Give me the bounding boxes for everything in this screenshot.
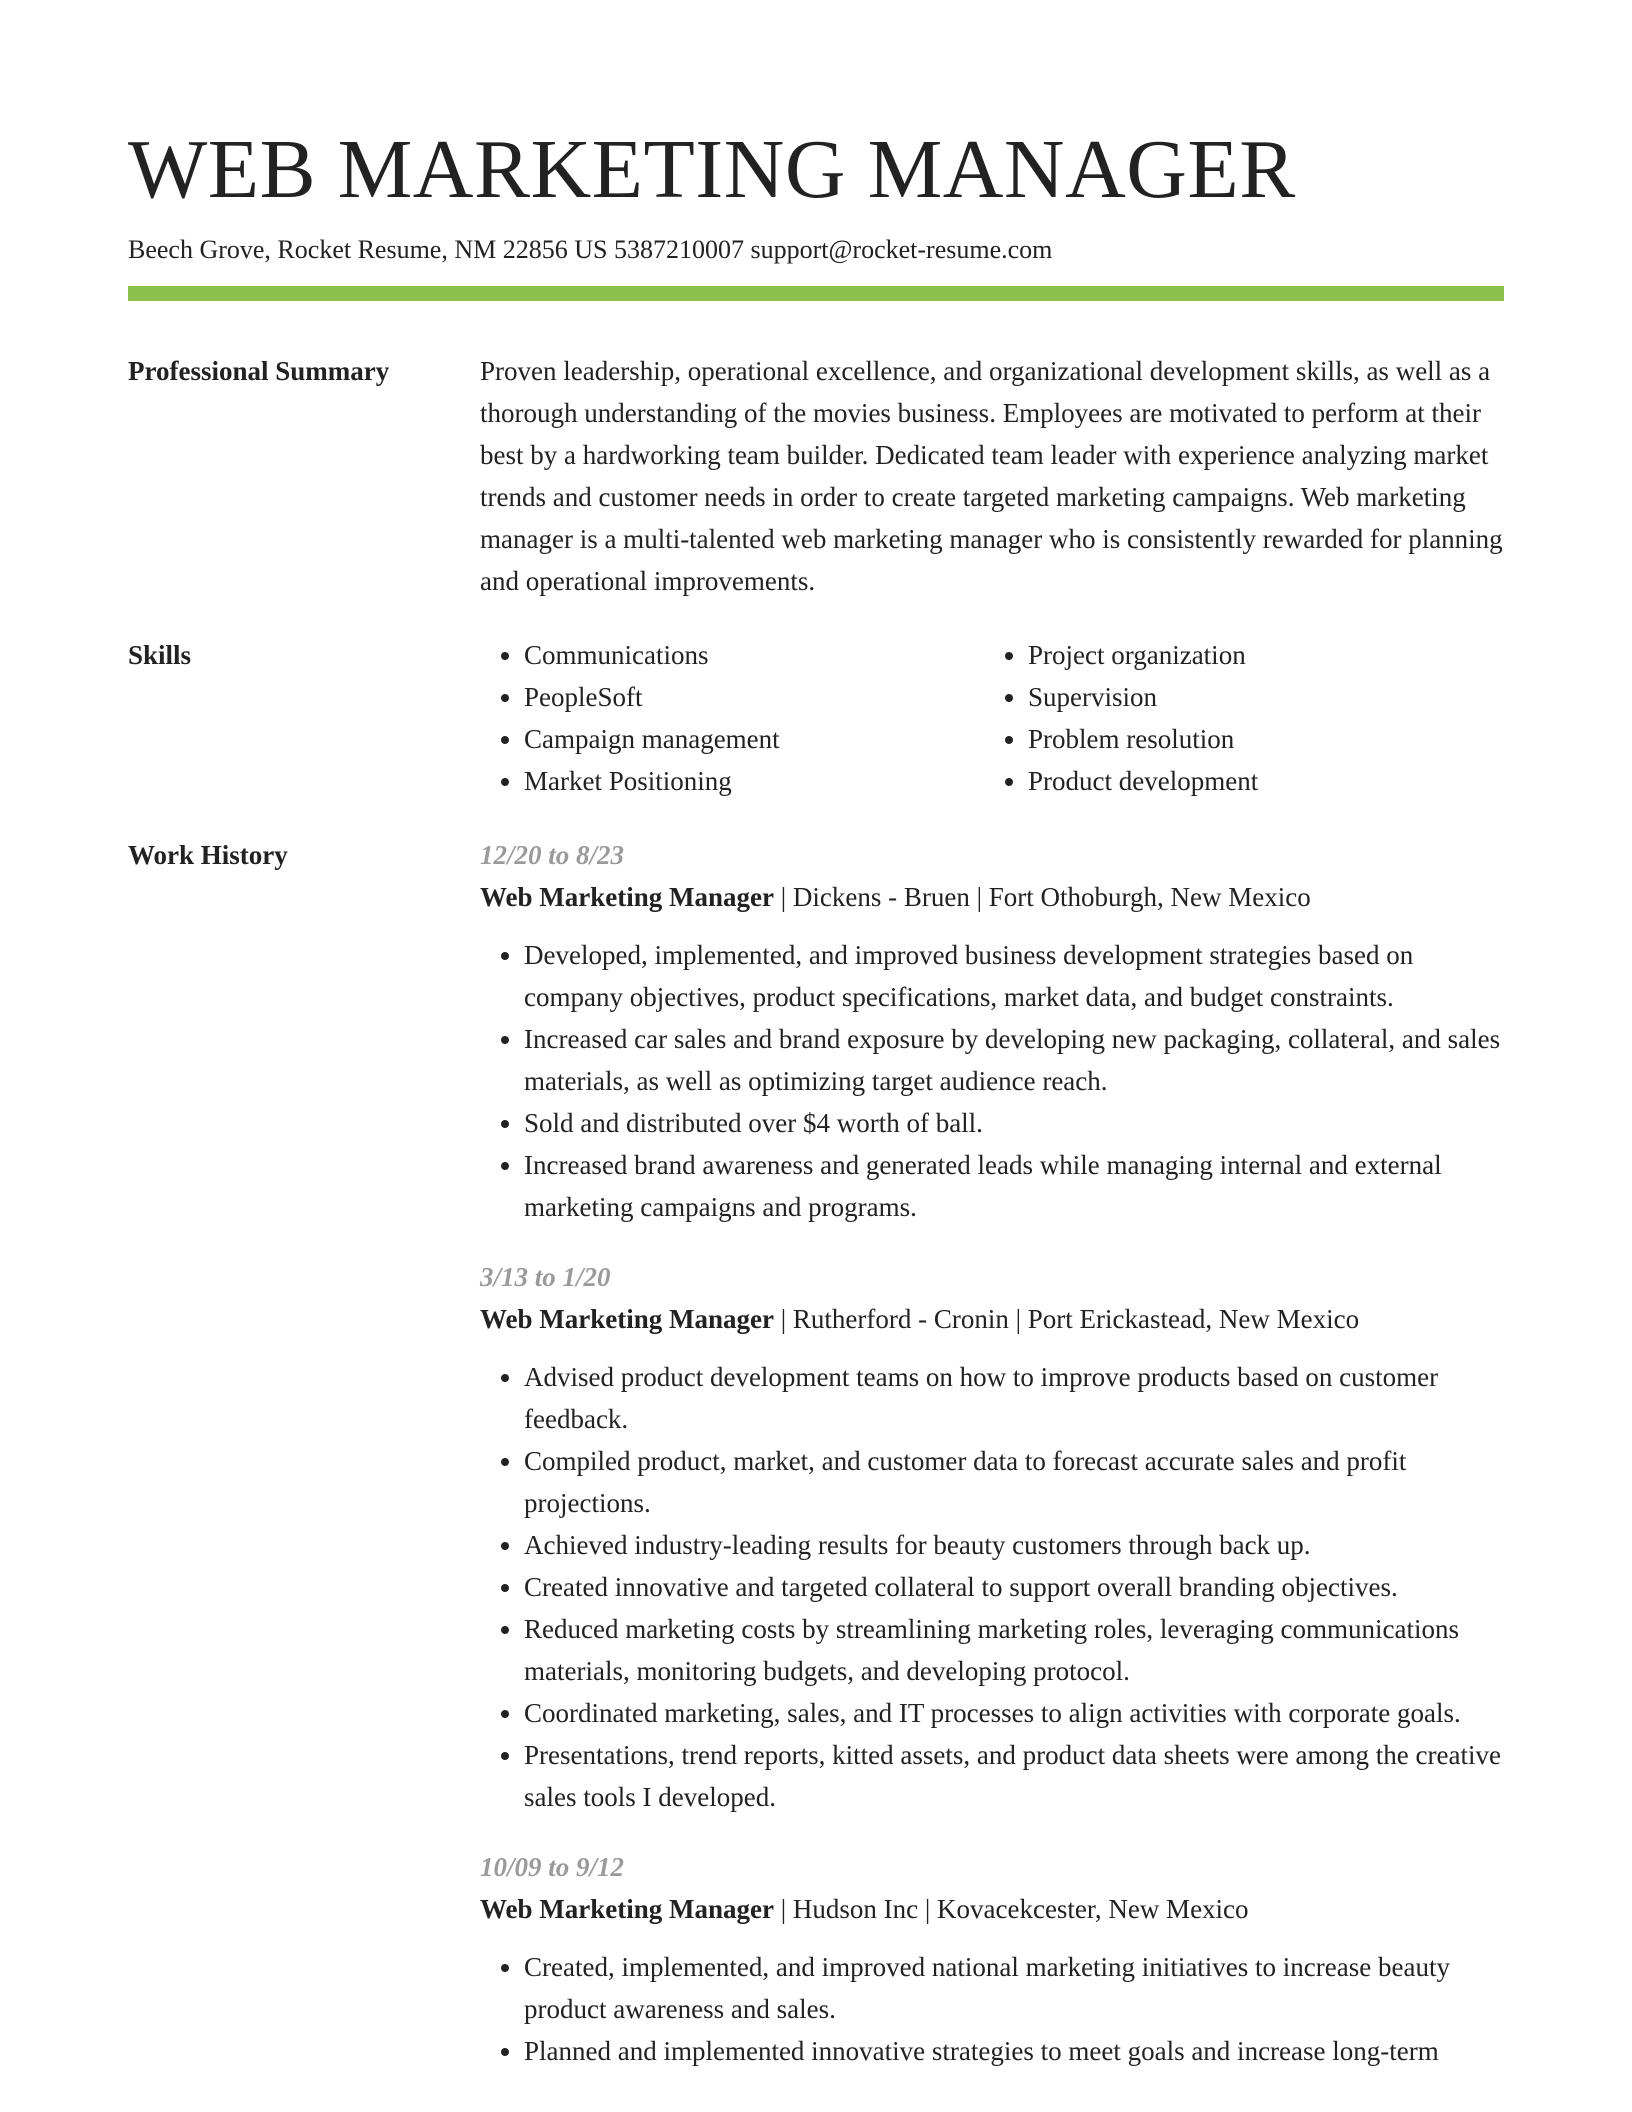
job-dates: 12/20 to 8/23 [480,840,625,870]
job-heading [480,1298,1504,1340]
job-bullet: • Reduced marketing costs by streamlining marketing roles, leveraging communications materials, monitoring budgets, and developing protocol. [524,1608,1504,1692]
job-details: | Rutherford - Cronin | Port Erickastead, New Mexico [773,1304,1360,1334]
job-bullet: • Advised product development teams on how to improve products based on customer feedback. [524,1356,1504,1440]
skill-item: • Product development [1028,760,1488,802]
job-details: | Dickens - Bruen | Fort Othoburgh, New Mexico [773,882,1311,912]
job-bullets [480,1356,1504,1818]
skills-column-right [984,634,1488,802]
job-entry [480,1846,1504,2072]
job-entry [480,1256,1504,1818]
skills-list [480,634,1504,802]
job-title: Web Marketing Manager [480,1894,774,1924]
skills-label: Skills [128,640,192,670]
job-bullet: • Developed, implemented, and improved business development strategies based on company objectives, product specifications, market data, and budget constraints. [524,934,1504,1018]
skill-item: • Market Positioning [524,760,984,802]
job-bullet: • Created innovative and targeted collateral to support overall branding objectives. [524,1566,1504,1608]
resume-header [128,120,1504,268]
summary-text: Proven leadership, operational excellence, and organizational development skills, as well as a thorough understanding of the movies business. Employees are motivated to perform at their best by a hardworking team builder. Dedicated team leader with experience analyzing market trends and customer needs in order to create targeted marketing campaigns. Web marketing manager is a multi-talented web marketing manager who is consistently rewarded for planning and operational improvements. [480,356,1503,596]
skill-item: • Problem resolution [1028,718,1488,760]
skill-item: • Supervision [1028,676,1488,718]
job-bullet: • Coordinated marketing, sales, and IT processes to align activities with corporate goals. [524,1692,1504,1734]
job-bullet: • Compiled product, market, and customer data to forecast accurate sales and profit projections. [524,1440,1504,1524]
work-history-label: Work History [128,840,288,870]
work-history-list [480,834,1504,2100]
contact-line: Beech Grove, Rocket Resume, NM 22856 US 5387210007 support@rocket-resume.com [128,235,1053,264]
page-title: WEB MARKETING MANAGER [128,123,1296,216]
skill-item: • Communications [524,634,984,676]
skills-column-left [480,634,984,802]
job-bullet: • Increased brand awareness and generated leads while managing internal and external marketing campaigns and programs. [524,1144,1504,1228]
job-bullet: • Created, implemented, and improved national marketing initiatives to increase beauty product awareness and sales. [524,1946,1504,2030]
summary-label: Professional Summary [128,356,390,386]
skill-item: • Campaign management [524,718,984,760]
job-title: Web Marketing Manager [480,1304,774,1334]
job-bullet: • Increased car sales and brand exposure by developing new packaging, collateral, and sales materials, as well as optimizing target audience reach. [524,1018,1504,1102]
job-title: Web Marketing Manager [480,882,774,912]
job-bullet: • Presentations, trend reports, kitted assets, and product data sheets were among the creative sales tools I developed. [524,1734,1504,1818]
job-heading [480,876,1504,918]
job-details: | Hudson Inc | Kovacekcester, New Mexico [773,1894,1249,1924]
job-bullet: • Planned and implemented innovative strategies to meet goals and increase long-term [524,2030,1504,2072]
header-divider [128,286,1504,301]
job-bullets [480,1946,1504,2072]
job-bullets [480,934,1504,1228]
job-dates: 10/09 to 9/12 [480,1852,625,1882]
skill-item: • Project organization [1028,634,1488,676]
job-bullet: • Achieved industry-leading results for beauty customers through back up. [524,1524,1504,1566]
skill-item: • PeopleSoft [524,676,984,718]
job-heading [480,1888,1504,1930]
job-entry [480,834,1504,1228]
job-dates: 3/13 to 1/20 [480,1262,611,1292]
job-bullet: • Sold and distributed over $4 worth of ball. [524,1102,1504,1144]
